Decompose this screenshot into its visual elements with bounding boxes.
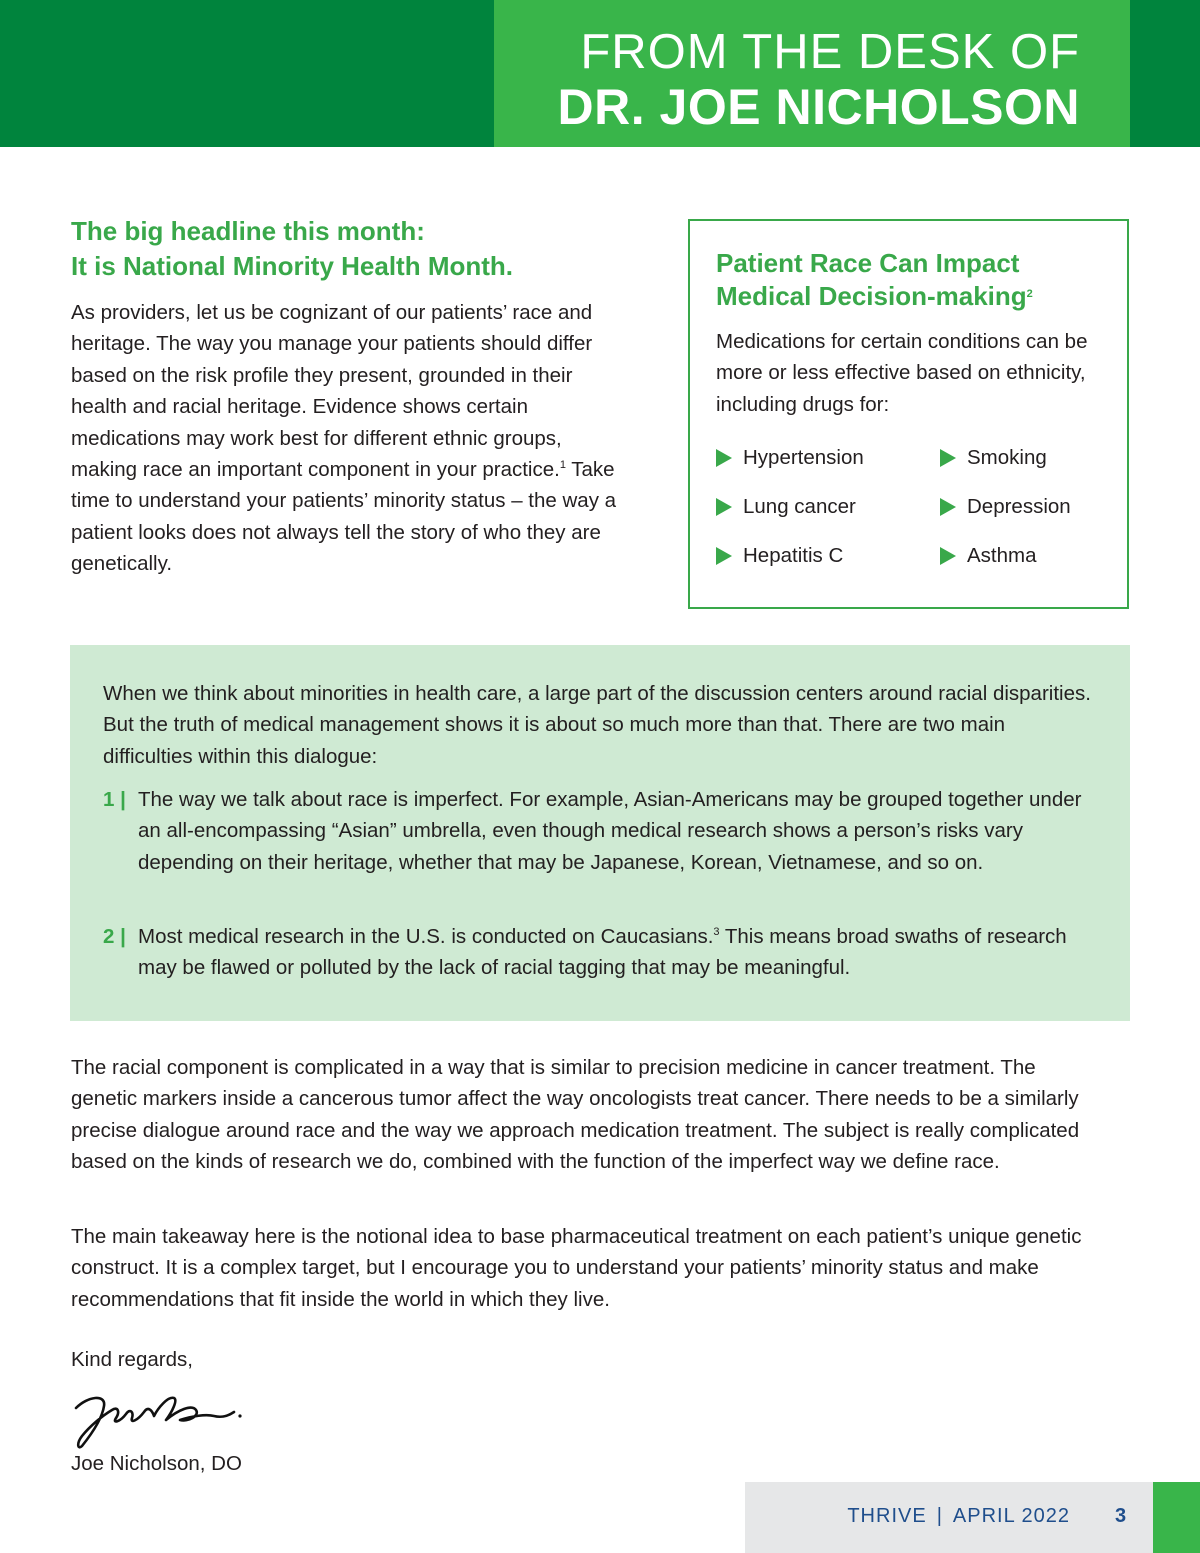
sidebar-box <box>688 219 1129 609</box>
intro-body <box>71 297 631 580</box>
intro-headline-line2: It is National Minority Health Month. <box>71 251 513 281</box>
condition-item <box>940 544 1037 568</box>
callout-point-1 <box>103 784 1093 878</box>
callout-intro: When we think about minorities in health care, a large part of the discussion centers around racial disparities. But the truth of medical management shows it is about so much more than that. There are two main difficulties within this dialogue: <box>103 682 1091 768</box>
sidebar-title-line2: Medical Decision-making <box>716 281 1027 311</box>
point-number: 1 | <box>103 788 126 811</box>
body-paragraph-1: The racial component is complicated in a way that is similar to precision medicine in cancer treatment. The genetic markers inside a cancerous tumor affect the way oncologists treat cancer. There needs to be a similarly precise dialogue around race and the way we approach medication treatment. The subject is really complicated based on the kinds of research we do, combined with the function of the imperfect way we define race. <box>71 1056 1080 1174</box>
closing-regards: Kind regards, <box>71 1348 193 1371</box>
header-title-line2: DR. JOE NICHOLSON <box>557 79 1080 135</box>
triangle-bullet-icon <box>716 547 732 565</box>
signer-name: Joe Nicholson, DO <box>71 1452 242 1475</box>
condition-item <box>716 544 843 568</box>
footnote-ref-2: 2 <box>1026 288 1033 300</box>
intro-body-part1: As providers, let us be cognizant of our patients’ race and heritage. The way you manage your patients should differ based on the risk profile they present, grounded in their health and racial heritage. Evidence shows certain medications may work best for different ethnic groups, making race an important component in your practice. <box>71 301 593 482</box>
footnote-ref-3: 3 <box>713 926 720 938</box>
point-text <box>138 921 1093 984</box>
issue-date: APRIL 2022 <box>952 1505 1070 1527</box>
footer-green-tab <box>1153 1482 1200 1553</box>
sidebar-title <box>716 247 1116 313</box>
callout-point-2 <box>103 921 1093 984</box>
condition-item <box>716 446 864 470</box>
condition-label: Hypertension <box>743 446 864 469</box>
sidebar-intro: Medications for certain conditions can be more or less effective based on ethnicity, including drugs for: <box>716 330 1088 416</box>
intro-headline-line1: The big headline this month: <box>71 216 425 246</box>
intro-headline <box>71 214 513 284</box>
condition-label: Depression <box>967 495 1071 518</box>
footnote-ref-1: 1 <box>559 459 566 472</box>
condition-label: Hepatitis C <box>743 544 844 567</box>
condition-item <box>940 495 1071 519</box>
point-text-part1: Most medical research in the U.S. is conducted on Caucasians. <box>138 925 714 948</box>
sidebar-title-line1: Patient Race Can Impact <box>716 248 1020 278</box>
intro-body-part2: Take time to understand your patients’ minority status – the way a patient looks does not always tell the story of who they are genetically. <box>71 458 617 576</box>
triangle-bullet-icon <box>940 449 956 467</box>
header-title-line1: FROM THE DESK OF <box>580 25 1080 79</box>
point-text: The way we talk about race is imperfect. For example, Asian-Americans may be grouped together under an all-encompassing “Asian” umbrella, even though medical research shows a person’s risks vary depending on their heritage, whether that may be Japanese, Korean, Vietnamese, and so on. <box>138 788 1082 874</box>
body-paragraph-2: The main takeaway here is the notional idea to base pharmaceutical treatment on each patient’s unique genetic construct. It is a complex target, but I encourage you to understand your patients’ minority status and make recommendations that fit inside the world in which they live. <box>71 1225 1082 1311</box>
page-number: 3 <box>1115 1505 1127 1527</box>
point-text-part2: This means broad swaths of research may be flawed or polluted by the lack of racial tagging that may be meaningful. <box>138 925 1067 980</box>
triangle-bullet-icon <box>940 498 956 516</box>
condition-label: Smoking <box>967 446 1047 469</box>
point-number: 2 | <box>103 925 126 948</box>
triangle-bullet-icon <box>716 498 732 516</box>
triangle-bullet-icon <box>716 449 732 467</box>
condition-item <box>716 495 856 519</box>
footer-separator: | <box>936 1505 943 1527</box>
triangle-bullet-icon <box>940 547 956 565</box>
signature-icon <box>68 1386 248 1452</box>
condition-label: Asthma <box>967 544 1037 567</box>
publication-name: THRIVE <box>847 1505 927 1527</box>
footer-publication <box>847 1505 1070 1528</box>
condition-item <box>940 446 1047 470</box>
callout-box <box>70 645 1130 1021</box>
condition-label: Lung cancer <box>743 495 856 518</box>
